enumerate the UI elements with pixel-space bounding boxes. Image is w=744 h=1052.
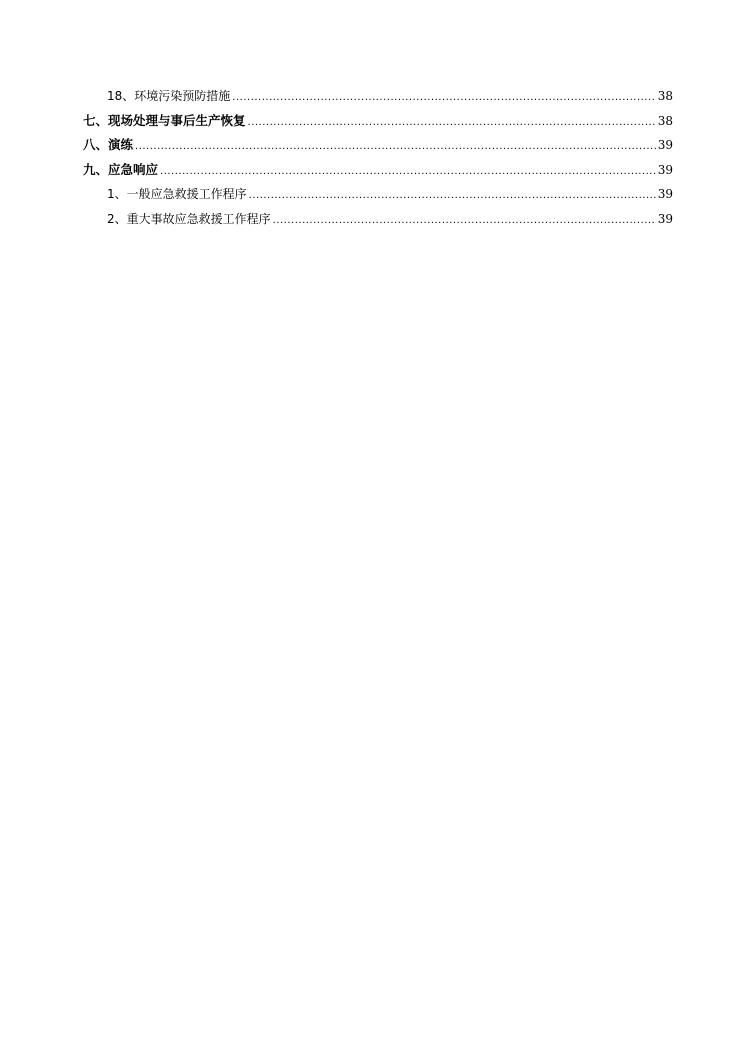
- toc-entry-site-handling-recovery[interactable]: [83, 109, 673, 134]
- toc-entry-page: 39: [657, 187, 673, 202]
- toc-entry-page: 38: [657, 89, 673, 103]
- toc-dot-leader: [248, 111, 656, 136]
- toc-dot-leader: [135, 135, 656, 160]
- toc-entry-title: 18、环境污染预防措施: [107, 89, 231, 103]
- toc-entry-general-rescue-procedure[interactable]: [83, 182, 673, 207]
- toc-entry-title: 2、重大事故应急救援工作程序: [107, 211, 271, 226]
- toc-entry-page: 39: [657, 211, 673, 226]
- toc-dot-leader: [273, 209, 656, 234]
- toc-entry-page: 39: [657, 162, 673, 177]
- toc-entry-title: 八、演练: [83, 137, 134, 153]
- toc-entry-title: 九、应急响应: [83, 161, 159, 177]
- toc-dot-leader: [232, 86, 655, 111]
- toc-entry-emergency-response[interactable]: [83, 158, 673, 183]
- toc-dot-leader: [160, 160, 656, 185]
- toc-entry-drills[interactable]: [83, 133, 673, 158]
- toc-entry-page: 38: [657, 113, 673, 128]
- toc-entry-environment-pollution-prevention[interactable]: [83, 84, 673, 109]
- table-of-contents: [83, 84, 673, 232]
- toc-entry-major-accident-rescue-procedure[interactable]: [83, 207, 673, 232]
- toc-dot-leader: [249, 184, 656, 209]
- toc-entry-title: 七、现场处理与事后生产恢复: [83, 112, 246, 128]
- toc-entry-page: 39: [657, 138, 673, 153]
- toc-entry-title: 1、一般应急救援工作程序: [107, 187, 247, 202]
